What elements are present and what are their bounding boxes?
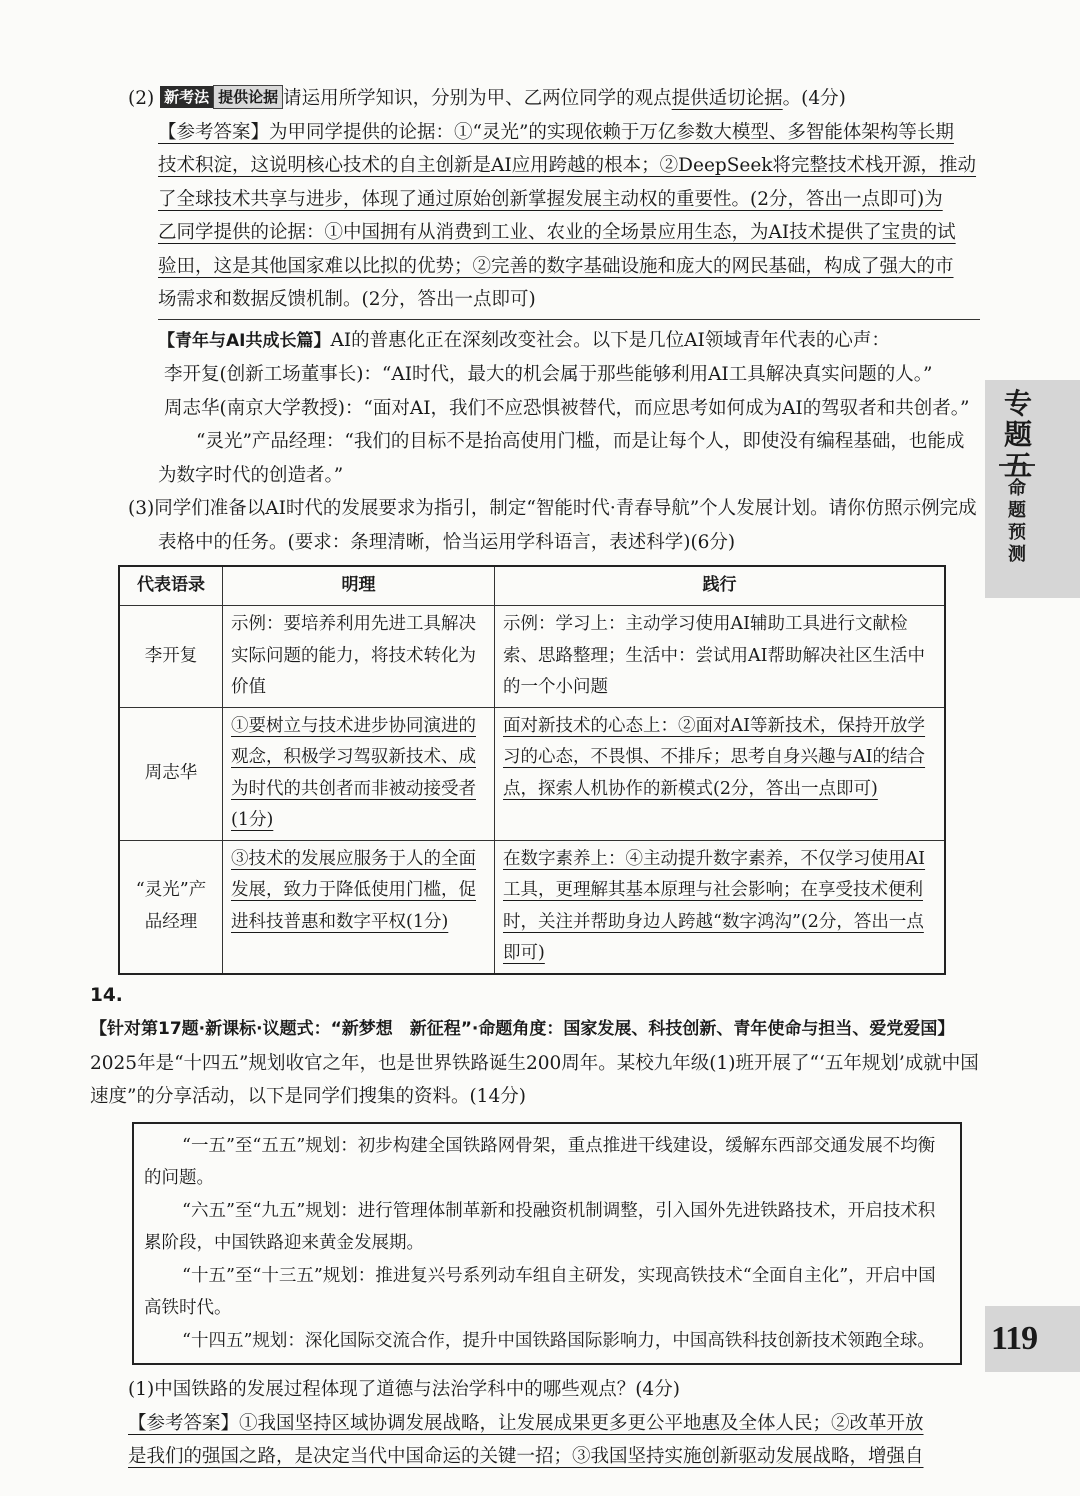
answer-2 xyxy=(128,116,980,317)
answer-line: 验田，这是其他国家难以比拟的优势；②完善的数字基础设施和庞大的网民基础，构成了强大的市 xyxy=(158,255,954,277)
plan-table xyxy=(118,565,946,975)
box-paragraph: “一五”至“五五”规划：初步构建全国铁路网骨架，重点推进干线建设，缓解东西部交通发展不均衡的问题。 xyxy=(144,1135,936,1188)
answer-line: 【参考答案】①我国坚持区域协调发展战略，让发展成果更多更公平地惠及全体人民；②改革开放 xyxy=(128,1412,924,1434)
answer-line: 场需求和数据反馈机制。(2分，答出一点即可) xyxy=(158,289,536,310)
row-jianxing: 在数字素养上：④主动提升数字素养，不仅学习使用AI工具，更理解其基本原理与社会影响；在享受技术便利时，关注并帮助身边人跨越“数字鸿沟”(2分，答出一点即可) xyxy=(495,840,946,974)
row-mingli: ①要树立与技术进步协同演进的观念，积极学习驾驭新技术、成为时代的共创者而非被动接受者(1分) xyxy=(223,707,495,840)
page-content xyxy=(90,82,980,1474)
question-14: 14.【针对第17题·新课标·议题式：“新梦想 新征程”·命题角度：国家发展、科技创新、青年使命与担当、爱党爱国】2025年是“十四五”规划收官之年，也是世界铁路诞生200周年。某校九年级(1)班开展了“‘五年规划’成就中国速度”的分享活动，以下是同学们搜集的资料。(14分) xyxy=(90,984,979,1107)
chapter-subtitle: 命题预测 xyxy=(1008,478,1026,565)
header-quote: 代表语录 xyxy=(119,566,223,606)
box-paragraph: “十四五”规划：深化国际交流合作，提升中国铁路国际影响力，中国高铁科技创新技术领跑全球。 xyxy=(182,1330,935,1351)
page-number: 119 xyxy=(991,1320,1038,1357)
table-row xyxy=(119,707,945,840)
header-mingli: 明理 xyxy=(223,566,495,606)
provide-evidence-tag: 提供论据 xyxy=(213,85,283,109)
answer-line: 了全球技术共享与进步，体现了通过原始创新掌握发展主动权的重要性。(2分，答出一点即可)为 xyxy=(158,188,943,210)
row-jianxing: 面对新技术的心态上：②面对AI等新技术，保持开放学习的心态，不畏惧、不排斥；思考自身兴趣与AI的结合点，探索人机协作的新模式(2分，答出一点即可) xyxy=(495,707,946,840)
answer-line: 技术积淀，这说明核心技术的自主创新是AI应用跨越的根本；②DeepSeek将完整技术栈开源，推动 xyxy=(158,155,977,176)
quote-product-manager: “灵光”产品经理：“我们的目标不是抬高使用门槛，而是让每个人，即使没有编程基础，也能成为数字时代的创造者。” xyxy=(158,431,965,486)
material xyxy=(128,324,980,493)
material-box xyxy=(132,1122,962,1366)
material-intro: 【青年与AI共成长篇】AI的普惠化正在深刻改变社会。以下是几位AI领域青年代表的心声： xyxy=(158,329,890,351)
header-jianxing: 践行 xyxy=(495,566,946,606)
answer-line: 是我们的强国之路，是决定当代中国命运的关键一招；③我国坚持实施创新驱动发展战略，增强自 xyxy=(128,1446,924,1467)
tab-divider xyxy=(999,464,1035,466)
table-header-row xyxy=(119,566,945,606)
chapter-title: 专题五 xyxy=(1003,387,1032,482)
question-14-1: (1)中国铁路的发展过程体现了道德与法治学科中的哪些观点？(4分) xyxy=(128,1379,680,1400)
new-method-tag: 新考法 xyxy=(160,86,213,108)
table-row xyxy=(119,606,945,708)
box-paragraph: “十五”至“十三五”规划：推进复兴号系列动车组自主研发，实现高铁技术“全面自主化”，开启中国高铁时代。 xyxy=(144,1265,936,1318)
box-paragraph: “六五”至“九五”规划：进行管理体制革新和投融资机制调整，引入国外先进铁路技术，开启技术积累阶段，中国铁路迎来黄金发展期。 xyxy=(144,1200,936,1253)
page-number-box xyxy=(985,1306,1080,1372)
answer-line: 乙同学提供的论据：①中国拥有从消费到工业、农业的全场景应用生态，为AI技术提供了宝贵的试 xyxy=(158,222,956,243)
answer-line: 【参考答案】为甲同学提供的论据：①“灵光”的实现依赖于万亿参数大模型、多智能体架构等长期 xyxy=(158,121,954,143)
row-speaker: “灵光”产品经理 xyxy=(119,840,223,974)
row-mingli: 示例：要培养利用先进工具解决实际问题的能力，将技术转化为价值 xyxy=(223,606,495,708)
row-mingli: ③技术的发展应服务于人的全面发展，致力于降低使用门槛，促进科技普惠和数字平权(1分) xyxy=(223,840,495,974)
chapter-side-tab xyxy=(985,380,1080,598)
row-speaker: 李开复 xyxy=(119,606,223,708)
table-row xyxy=(119,840,945,974)
question-3: (3)同学们准备以AI时代的发展要求为指引，制定“智能时代·青春导航”个人发展计划。请你仿照示例完成表格中的任务。(要求：条理清晰，恰当运用学科语言，表述科学)(6分) xyxy=(128,498,977,553)
row-speaker: 周志华 xyxy=(119,707,223,840)
row-jianxing: 示例：学习上：主动学习使用AI辅助工具进行文献检索、思路整理；生活中：尝试用AI帮助解决社区生活中的一个小问题 xyxy=(495,606,946,708)
quote-li-kaifu: 李开复(创新工场董事长)：“AI时代，最大的机会属于那些能够利用AI工具解决真实问题的人。” xyxy=(164,364,933,385)
quote-zhou-zhihua: 周志华(南京大学教授)：“面对AI，我们不应恐惧被替代，而应思考如何成为AI的驾驭者和共创者。” xyxy=(164,397,970,419)
divider xyxy=(158,319,980,320)
question-2: (2) 新考法 提供论据 请运用所学知识，分别为甲、乙两位同学的观点提供适切论据。(4分) xyxy=(128,82,980,116)
